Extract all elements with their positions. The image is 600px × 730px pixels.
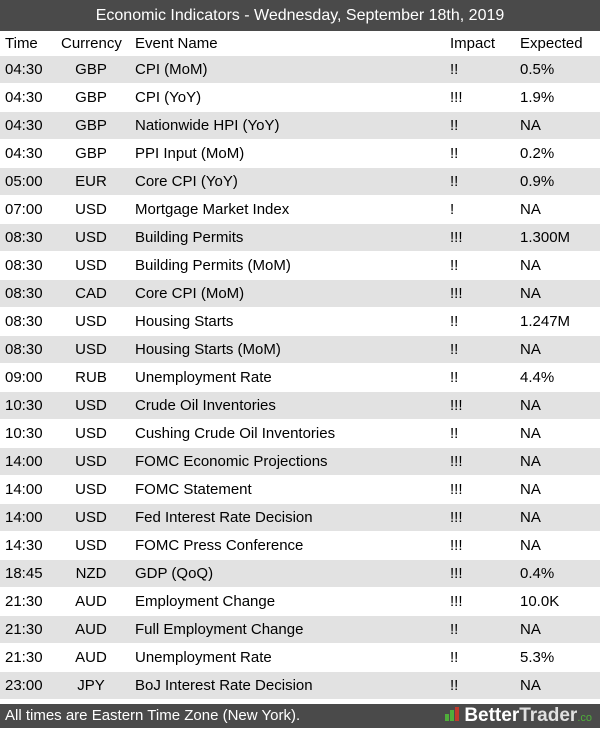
cell-expected: NA bbox=[520, 677, 541, 694]
table-row bbox=[0, 196, 600, 224]
cell-currency: USD bbox=[75, 509, 107, 526]
table-header bbox=[0, 31, 600, 56]
table-row bbox=[0, 616, 600, 644]
cell-currency: USD bbox=[75, 257, 107, 274]
cell-currency: NZD bbox=[75, 565, 107, 582]
table-row bbox=[0, 560, 600, 588]
cell-impact: ! bbox=[450, 201, 455, 218]
cell-impact: !!! bbox=[450, 89, 463, 106]
cell-event: Fed Interest Rate Decision bbox=[135, 509, 313, 526]
cell-expected: 1.247M bbox=[520, 313, 571, 330]
table-row bbox=[0, 364, 600, 392]
cell-expected: 0.5% bbox=[520, 61, 555, 78]
cell-impact: !! bbox=[450, 369, 459, 386]
cell-impact: !! bbox=[450, 145, 459, 162]
cell-time: 14:30 bbox=[5, 537, 43, 554]
table-row bbox=[0, 168, 600, 196]
cell-time: 21:30 bbox=[5, 649, 43, 666]
cell-event: BoJ Interest Rate Decision bbox=[135, 677, 313, 694]
cell-event: Employment Change bbox=[135, 593, 276, 610]
table-row bbox=[0, 588, 600, 616]
cell-impact: !!! bbox=[450, 285, 463, 302]
table-row bbox=[0, 280, 600, 308]
cell-expected: 5.3% bbox=[520, 649, 555, 666]
cell-currency: EUR bbox=[75, 173, 107, 190]
cell-event: Core CPI (MoM) bbox=[135, 285, 245, 302]
cell-time: 08:30 bbox=[5, 313, 43, 330]
cell-event: Cushing Crude Oil Inventories bbox=[135, 425, 336, 442]
cell-time: 04:30 bbox=[5, 89, 43, 106]
table-row bbox=[0, 112, 600, 140]
cell-event: Mortgage Market Index bbox=[135, 201, 290, 218]
cell-time: 14:00 bbox=[5, 453, 43, 470]
cell-expected: NA bbox=[520, 201, 541, 218]
table-row bbox=[0, 532, 600, 560]
bar-chart-icon bbox=[444, 706, 460, 722]
cell-currency: USD bbox=[75, 481, 107, 498]
cell-time: 04:30 bbox=[5, 145, 43, 162]
cell-impact: !! bbox=[450, 621, 459, 638]
cell-impact: !! bbox=[450, 425, 459, 442]
cell-event: FOMC Statement bbox=[135, 481, 252, 498]
cell-time: 18:45 bbox=[5, 565, 43, 582]
cell-time: 10:30 bbox=[5, 425, 43, 442]
cell-time: 08:30 bbox=[5, 285, 43, 302]
cell-time: 04:30 bbox=[5, 117, 43, 134]
cell-time: 08:30 bbox=[5, 341, 43, 358]
cell-expected: 0.2% bbox=[520, 145, 555, 162]
cell-event: GDP (QoQ) bbox=[135, 565, 214, 582]
cell-time: 05:00 bbox=[5, 173, 43, 190]
cell-expected: 10.0K bbox=[520, 593, 560, 610]
cell-currency: USD bbox=[75, 341, 107, 358]
cell-currency: RUB bbox=[75, 369, 107, 386]
cell-time: 04:30 bbox=[5, 61, 43, 78]
cell-expected: NA bbox=[520, 537, 541, 554]
cell-event: Nationwide HPI (YoY) bbox=[135, 117, 280, 134]
cell-event: Unemployment Rate bbox=[135, 369, 272, 386]
cell-time: 21:30 bbox=[5, 621, 43, 638]
cell-currency: USD bbox=[75, 397, 107, 414]
cell-time: 21:30 bbox=[5, 593, 43, 610]
cell-impact: !! bbox=[450, 117, 459, 134]
cell-event: PPI Input (MoM) bbox=[135, 145, 245, 162]
cell-currency: CAD bbox=[75, 285, 107, 302]
cell-event: CPI (MoM) bbox=[135, 61, 208, 78]
table-row bbox=[0, 644, 600, 672]
cell-expected: NA bbox=[520, 397, 541, 414]
brand-logo bbox=[444, 704, 592, 728]
brand-name-suffix: .co bbox=[577, 712, 592, 724]
table-row bbox=[0, 84, 600, 112]
cell-event: Housing Starts bbox=[135, 313, 234, 330]
cell-expected: NA bbox=[520, 117, 541, 134]
cell-expected: NA bbox=[520, 453, 541, 470]
column-header-event: Event Name bbox=[135, 35, 218, 52]
cell-time: 08:30 bbox=[5, 229, 43, 246]
cell-impact: !! bbox=[450, 173, 459, 190]
footer bbox=[0, 704, 600, 728]
cell-currency: GBP bbox=[75, 145, 107, 162]
table-row bbox=[0, 252, 600, 280]
cell-impact: !!! bbox=[450, 537, 463, 554]
cell-impact: !!! bbox=[450, 565, 463, 582]
cell-expected: NA bbox=[520, 621, 541, 638]
brand-name-better: Better bbox=[464, 705, 520, 726]
cell-event: Building Permits bbox=[135, 229, 244, 246]
cell-currency: AUD bbox=[75, 649, 107, 666]
cell-expected: NA bbox=[520, 481, 541, 498]
cell-impact: !!! bbox=[450, 229, 463, 246]
cell-event: Building Permits (MoM) bbox=[135, 257, 291, 274]
cell-expected: NA bbox=[520, 425, 541, 442]
cell-currency: USD bbox=[75, 537, 107, 554]
column-header-expected: Expected bbox=[520, 35, 583, 52]
cell-time: 09:00 bbox=[5, 369, 43, 386]
cell-impact: !! bbox=[450, 341, 459, 358]
cell-time: 14:00 bbox=[5, 509, 43, 526]
indicators-table bbox=[0, 31, 600, 700]
cell-time: 07:00 bbox=[5, 201, 43, 218]
cell-currency: USD bbox=[75, 453, 107, 470]
cell-event: CPI (YoY) bbox=[135, 89, 202, 106]
cell-event: Crude Oil Inventories bbox=[135, 397, 276, 414]
cell-impact: !!! bbox=[450, 397, 463, 414]
cell-event: Core CPI (YoY) bbox=[135, 173, 238, 190]
table-row bbox=[0, 392, 600, 420]
table-body bbox=[0, 56, 600, 700]
table-row bbox=[0, 224, 600, 252]
column-header-time: Time bbox=[5, 35, 38, 52]
cell-impact: !!! bbox=[450, 481, 463, 498]
table-row bbox=[0, 56, 600, 84]
cell-impact: !! bbox=[450, 61, 459, 78]
cell-expected: 1.300M bbox=[520, 229, 571, 246]
cell-expected: 0.4% bbox=[520, 565, 555, 582]
cell-expected: 0.9% bbox=[520, 173, 555, 190]
table-row bbox=[0, 308, 600, 336]
cell-event: Housing Starts (MoM) bbox=[135, 341, 281, 358]
table-row bbox=[0, 336, 600, 364]
cell-event: Full Employment Change bbox=[135, 621, 304, 638]
cell-time: 23:00 bbox=[5, 677, 43, 694]
table-row bbox=[0, 672, 600, 700]
cell-currency: JPY bbox=[77, 677, 105, 694]
page-title: Economic Indicators - Wednesday, September 18th, 2019 bbox=[0, 0, 600, 31]
table-row bbox=[0, 476, 600, 504]
brand-name-trader: Trader bbox=[519, 705, 578, 726]
cell-impact: !!! bbox=[450, 453, 463, 470]
cell-currency: GBP bbox=[75, 117, 107, 134]
cell-expected: NA bbox=[520, 285, 541, 302]
cell-currency: USD bbox=[75, 313, 107, 330]
column-header-currency: Currency bbox=[61, 35, 122, 52]
cell-impact: !! bbox=[450, 649, 459, 666]
cell-impact: !!! bbox=[450, 593, 463, 610]
cell-currency: AUD bbox=[75, 593, 107, 610]
cell-currency: USD bbox=[75, 201, 107, 218]
cell-currency: USD bbox=[75, 229, 107, 246]
table-row bbox=[0, 448, 600, 476]
cell-time: 08:30 bbox=[5, 257, 43, 274]
cell-event: FOMC Press Conference bbox=[135, 537, 304, 554]
cell-time: 10:30 bbox=[5, 397, 43, 414]
cell-currency: GBP bbox=[75, 89, 107, 106]
cell-currency: GBP bbox=[75, 61, 107, 78]
cell-currency: USD bbox=[75, 425, 107, 442]
cell-expected: 4.4% bbox=[520, 369, 555, 386]
timezone-note: All times are Eastern Time Zone (New York). bbox=[5, 707, 301, 724]
cell-currency: AUD bbox=[75, 621, 107, 638]
cell-time: 14:00 bbox=[5, 481, 43, 498]
cell-expected: 1.9% bbox=[520, 89, 555, 106]
table-row bbox=[0, 140, 600, 168]
cell-impact: !! bbox=[450, 313, 459, 330]
cell-impact: !! bbox=[450, 677, 459, 694]
table-row bbox=[0, 504, 600, 532]
cell-event: Unemployment Rate bbox=[135, 649, 272, 666]
cell-expected: NA bbox=[520, 257, 541, 274]
cell-impact: !!! bbox=[450, 509, 463, 526]
table-row bbox=[0, 420, 600, 448]
cell-impact: !! bbox=[450, 257, 459, 274]
cell-expected: NA bbox=[520, 341, 541, 358]
column-header-impact: Impact bbox=[450, 35, 496, 52]
cell-event: FOMC Economic Projections bbox=[135, 453, 328, 470]
cell-expected: NA bbox=[520, 509, 541, 526]
